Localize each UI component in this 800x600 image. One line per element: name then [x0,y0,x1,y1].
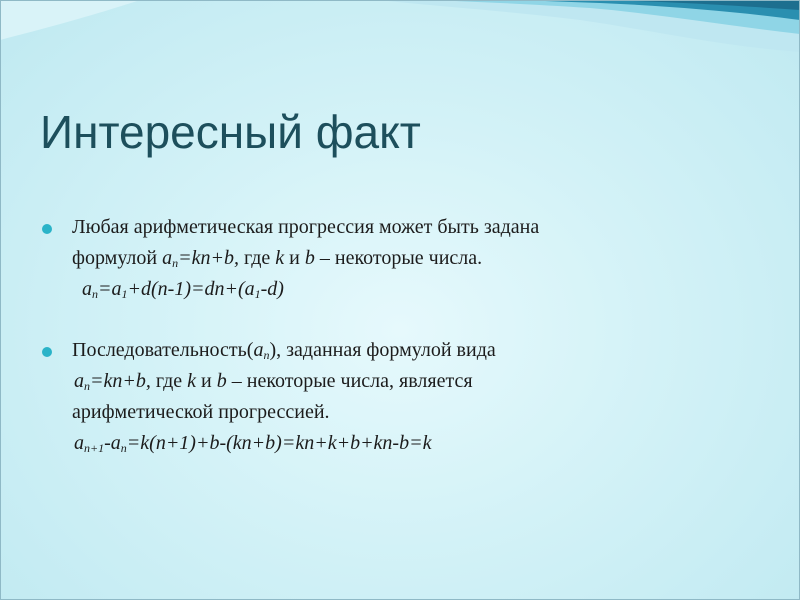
formula-line: $a_{n+1}-a_n=k(n+1)+b-(kn+b)=kn+k+b+kn-b=k$ [74,432,432,455]
bullet-text: Любая арифметическая прогрессия может быть задана [72,216,540,238]
decorative-wave [0,0,800,110]
bullet-text: арифметической прогрессией. [72,401,330,423]
slide-title: Интересный факт [40,106,421,158]
bullet-text: $a_n=kn+b$, где k и b – некоторые числа, является [74,370,473,393]
bullet-text: формулой $a_n=kn+b$, где k и b – некоторые числа. [72,247,483,270]
bullet-arithmetic-progression [40,212,760,305]
formula-line: $a_n=a_1+d(n-1)=dn+(a_1-d)$ [82,278,284,301]
bullet-text: $Последовательность(a_n)$, заданная формулой вида [72,339,496,362]
bullet-dot-icon [42,347,52,357]
bullet-dot-icon [42,224,52,234]
bullet-sequence [40,335,760,459]
slide-body [40,212,760,459]
